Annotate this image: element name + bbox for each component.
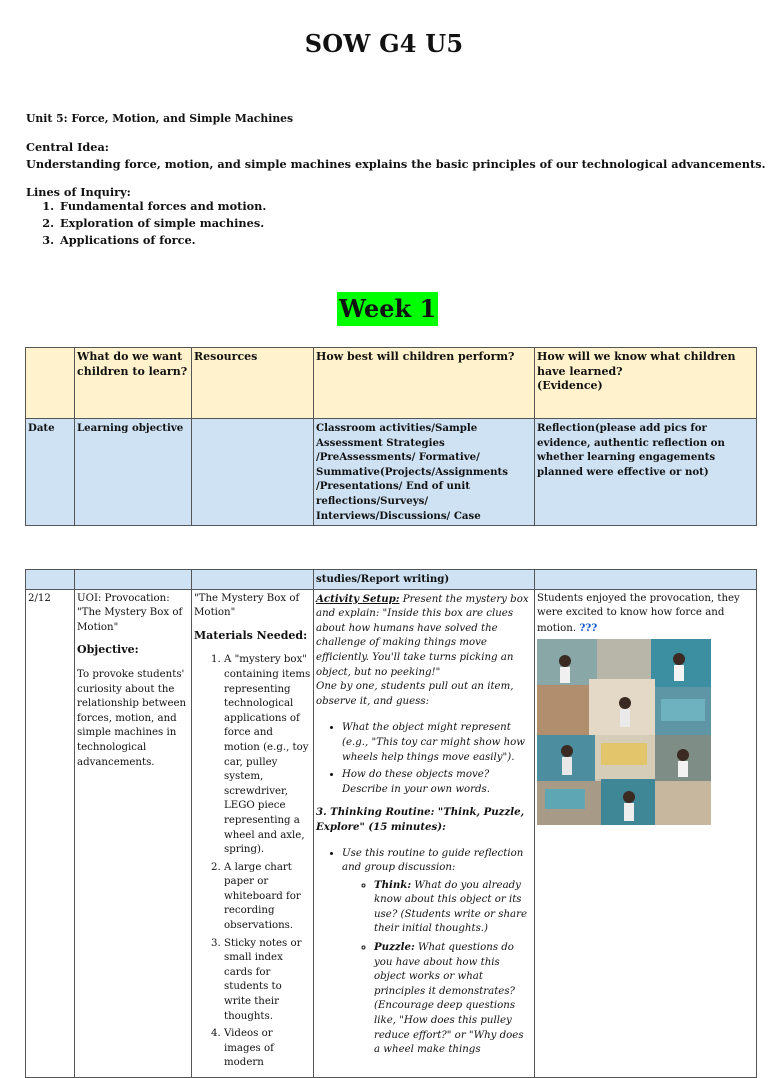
objective-label: Objective:: [77, 643, 139, 657]
header-cell-empty: [26, 348, 75, 419]
inquiry-item: 2. Exploration of simple machines.: [58, 216, 266, 230]
col-resources-empty: [192, 419, 314, 526]
col-learning-objective: Learning objective: [75, 419, 192, 526]
material-item: 3. Sticky notes or small index cards for students to write their thoughts.: [224, 937, 311, 1025]
material-item: 4. Videos or images of modern: [224, 1027, 311, 1071]
header-perform: How best will children perform?: [314, 348, 535, 419]
lines-of-inquiry-label: Lines of Inquiry:: [26, 185, 131, 199]
lines-of-inquiry-list: [42, 199, 266, 250]
puzzle-label: Puzzle:: [374, 941, 415, 954]
header-resources: Resources: [192, 348, 314, 419]
header-learn: What do we want children to learn?: [75, 348, 192, 419]
cont-empty: [535, 570, 757, 590]
think-text: What do you already know about this object or its use? (Students write or share their initial thoughts.): [374, 879, 528, 935]
lo-title: UOI: Provocation: "The Mystery Box of Motion": [77, 592, 183, 633]
classroom-photo-collage: [537, 639, 711, 825]
header-evidence: How will we know what children have learned? (Evidence): [535, 348, 757, 419]
reflection-question-marks: ???: [579, 621, 598, 634]
setup-label: Activity Setup:: [316, 592, 400, 605]
planning-table-continued: [25, 569, 757, 1078]
one-by-one-text: One by one, students pull out an item, observe it, and guess:: [316, 681, 514, 707]
col-reflection: Reflection(please add pics for evidence, authentic reflection on whether learning engagements planned were effective or not): [535, 419, 757, 526]
activity-bullet: • What the object might represent (e.g., "This toy car might show how wheels help things move easily").: [342, 721, 532, 765]
material-item: 1. A "mystery box" containing items representing technological applications of force and motion (e.g., toy car, pulley system, screwdriver, LEGO piece representing a wheel and axle, spring).: [224, 653, 311, 857]
row-reflection: [535, 589, 757, 1077]
inquiry-item: 1. Fundamental forces and motion.: [58, 199, 266, 213]
row-date: 2/12: [26, 589, 75, 1077]
row-resources: [192, 589, 314, 1077]
cont-empty: [75, 570, 192, 590]
planning-table-header: [25, 347, 757, 526]
central-idea-text: Understanding force, motion, and simple machines explains the basic principles of our technological advancements.: [26, 157, 766, 171]
resource-title: "The Mystery Box of Motion": [194, 592, 300, 619]
week-heading: Week 1: [337, 292, 438, 326]
inquiry-item: 3. Applications of force.: [58, 233, 266, 247]
materials-label: Materials Needed:: [194, 628, 308, 642]
reflection-text: Students enjoyed the provocation, they were excited to know how force and motion.: [537, 592, 740, 634]
document-title: SOW G4 U5: [304, 29, 464, 58]
material-item: 2. A large chart paper or whiteboard for recording observations.: [224, 861, 311, 934]
unit-title: Unit 5: Force, Motion, and Simple Machines: [26, 112, 294, 125]
routine-heading: 3. Thinking Routine: "Think, Puzzle, Explore" (15 minutes):: [316, 806, 525, 833]
row-learning-objective: [75, 589, 192, 1077]
setup-text: Present the mystery box and explain: "Inside this box are clues about how humans have solved the challenge of making things move efficiently. You'll take turns picking an object, but no peeking!": [316, 593, 529, 678]
cont-empty: [26, 570, 75, 590]
row-activities: [314, 589, 535, 1077]
cont-activities: studies/Report writing): [314, 570, 535, 590]
central-idea-label: Central Idea:: [26, 140, 109, 154]
col-date: Date: [26, 419, 75, 526]
activity-bullet: • How do these objects move? Describe in your own words.: [342, 768, 532, 797]
think-label: Think:: [374, 878, 412, 891]
cont-empty: [192, 570, 314, 590]
routine-bullet: Use this routine to guide reflection and group discussion:: [342, 847, 524, 874]
objective-text: To provoke students' curiosity about the relationship between forces, motion, and simple machines in technological advancements.: [77, 668, 187, 768]
col-activities: Classroom activities/Sample Assessment Strategies /PreAssessments/ Formative/ Summative(Projects/Assignments /Presentations/ End of unit reflections/Surveys/ Interviews/Discussions/ Case: [314, 419, 535, 526]
puzzle-text: What questions do you have about how this object works or what principles it demonstrates? (Encourage deep questions like, "How does this pulley reduce effort?" or "Why does a wheel make things: [374, 942, 524, 1056]
